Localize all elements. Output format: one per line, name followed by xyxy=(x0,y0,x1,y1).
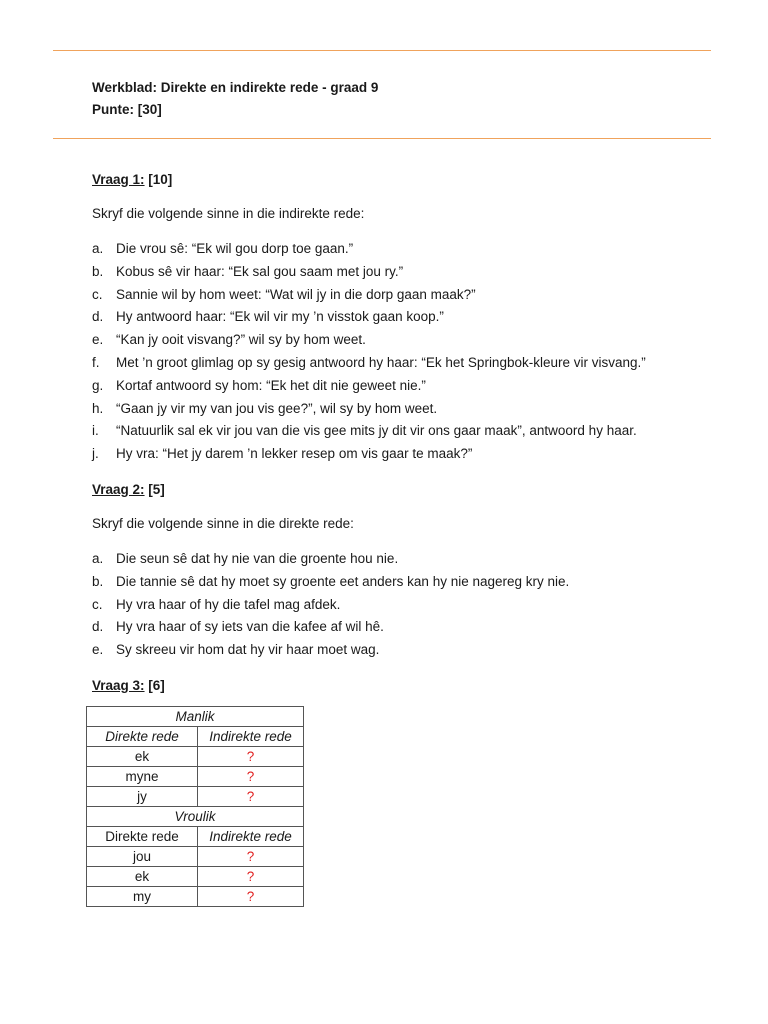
item-text: Hy antwoord haar: “Ek wil vir my ’n visstok gaan koop.” xyxy=(116,309,444,325)
male-header: Manlik xyxy=(87,706,304,726)
list-item xyxy=(92,443,712,466)
item-letter: e. xyxy=(92,642,104,658)
list-item xyxy=(92,306,712,329)
list-item xyxy=(92,548,712,571)
item-text: Die tannie sê dat hy moet sy groente eet anders kan hy nie nagereg kry nie. xyxy=(116,573,570,589)
item-letter: i. xyxy=(92,423,99,439)
item-letter: a. xyxy=(92,241,104,256)
answer-cell: ? xyxy=(198,846,304,866)
item-letter: c. xyxy=(92,286,103,302)
question-2-heading xyxy=(92,480,712,500)
direct-cell: jou xyxy=(87,846,198,866)
list-item xyxy=(92,238,712,261)
list-item xyxy=(92,420,712,443)
female-header: Vroulik xyxy=(87,806,304,826)
question-1-marks: [10] xyxy=(148,172,173,187)
direct-cell: ek xyxy=(87,866,198,886)
list-item xyxy=(92,261,712,284)
answer-cell: ? xyxy=(198,746,304,766)
worksheet-header xyxy=(92,78,378,122)
male-col-direct-header: Direkte rede xyxy=(87,726,198,746)
item-text: Hy vra haar of hy die tafel mag afdek. xyxy=(116,596,341,612)
list-item xyxy=(92,329,712,352)
question-1-label: Vraag 1: xyxy=(92,172,145,187)
table-row xyxy=(87,746,304,766)
question-1-heading xyxy=(92,170,712,190)
item-text: Met ’n groot glimlag op sy gesig antwoord hy haar: “Ek het Springbok-kleure vir visvang.” xyxy=(116,354,646,370)
item-letter: c. xyxy=(92,596,103,612)
direct-cell: my xyxy=(87,886,198,906)
item-text: “Gaan jy vir my van jou vis gee?”, wil sy by hom weet. xyxy=(116,400,438,416)
question-1-instruction: Skryf die volgende sinne in die indirekte rede: xyxy=(92,206,365,221)
item-letter: d. xyxy=(92,619,104,635)
list-item xyxy=(92,639,712,662)
item-text: Die seun sê dat hy nie van die groente hou nie. xyxy=(116,550,399,566)
item-letter: j. xyxy=(92,446,99,462)
list-item xyxy=(92,375,712,398)
item-text: “Kan jy ooit visvang?” wil sy by hom weet. xyxy=(116,332,366,348)
question-2-label: Vraag 2: xyxy=(92,481,145,497)
worksheet-body xyxy=(92,170,712,907)
table-row xyxy=(87,786,304,806)
question-3-heading xyxy=(92,676,712,696)
list-item xyxy=(92,398,712,421)
item-text: Kobus sê vir haar: “Ek sal gou saam met jou ry.” xyxy=(116,263,404,279)
item-text: “Natuurlik sal ek vir jou van die vis gee mits jy dit vir ons gaar maak”, antwoord hy haar. xyxy=(116,423,637,439)
list-item xyxy=(92,616,712,639)
top-divider xyxy=(53,50,711,51)
item-letter: b. xyxy=(92,573,104,589)
worksheet-points: Punte: [30] xyxy=(92,102,162,117)
male-col-indirect-header: Indirekte rede xyxy=(198,726,304,746)
item-text: Hy vra haar of sy iets van die kafee af wil hê. xyxy=(116,619,384,635)
item-letter: g. xyxy=(92,377,104,393)
direct-cell: ek xyxy=(87,746,198,766)
question-3-label: Vraag 3: xyxy=(92,677,145,693)
table-row xyxy=(87,886,304,906)
item-text: Kortaf antwoord sy hom: “Ek het dit nie geweet nie.” xyxy=(116,377,426,393)
question-3-marks: [6] xyxy=(148,677,165,693)
question-1-list xyxy=(92,238,712,466)
list-item xyxy=(92,571,712,594)
item-letter: h. xyxy=(92,400,104,416)
list-item xyxy=(92,284,712,307)
list-item xyxy=(92,594,712,617)
item-text: Sannie wil by hom weet: “Wat wil jy in die dorp gaan maak?” xyxy=(116,286,476,302)
item-text: Die vrou sê: “Ek wil gou dorp toe gaan.” xyxy=(116,241,354,256)
table-row xyxy=(87,846,304,866)
answer-cell: ? xyxy=(198,866,304,886)
item-letter: e. xyxy=(92,332,104,348)
list-item xyxy=(92,352,712,375)
female-col-direct-header: Direkte rede xyxy=(87,826,198,846)
item-letter: d. xyxy=(92,309,104,325)
direct-cell: myne xyxy=(87,766,198,786)
table-row xyxy=(87,766,304,786)
question-2-marks: [5] xyxy=(148,481,165,497)
answer-cell: ? xyxy=(198,886,304,906)
direct-cell: jy xyxy=(87,786,198,806)
item-text: Sy skreeu vir hom dat hy vir haar moet wag. xyxy=(116,642,380,658)
item-letter: a. xyxy=(92,550,104,566)
worksheet-title: Werkblad: Direkte en indirekte rede - graad 9 xyxy=(92,80,379,95)
item-text: Hy vra: “Het jy darem ’n lekker resep om vis gaar te maak?” xyxy=(116,446,473,462)
header-divider xyxy=(53,138,711,139)
female-col-indirect-header: Indirekte rede xyxy=(198,826,304,846)
pronoun-table xyxy=(86,706,304,907)
item-letter: b. xyxy=(92,263,104,279)
item-letter: f. xyxy=(92,354,100,370)
answer-cell: ? xyxy=(198,766,304,786)
table-row xyxy=(87,866,304,886)
question-2-instruction: Skryf die volgende sinne in die direkte rede: xyxy=(92,515,354,531)
answer-cell: ? xyxy=(198,786,304,806)
question-2-list xyxy=(92,548,712,662)
